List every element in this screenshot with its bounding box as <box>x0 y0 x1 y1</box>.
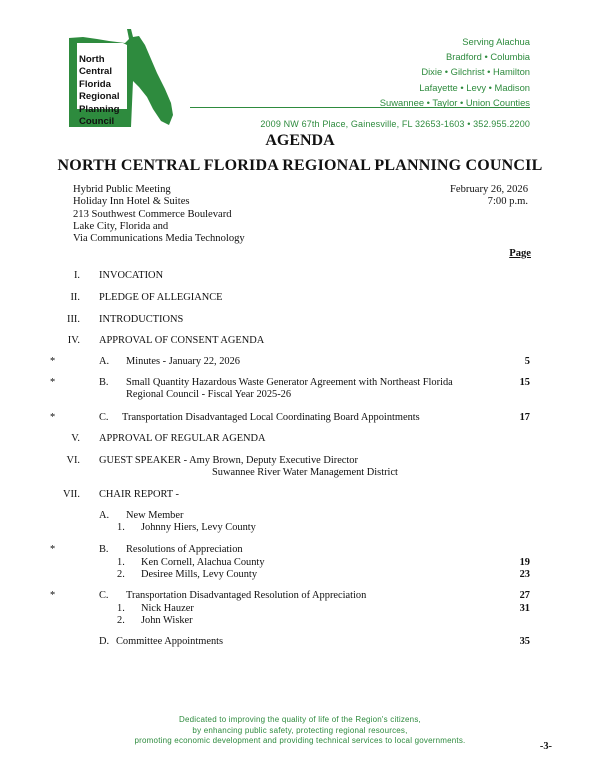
serving-line: Suwannee • Taylor • Union Counties <box>379 96 530 108</box>
item-text: PLEDGE OF ALLEGIANCE <box>99 292 223 303</box>
serving-line: Serving Alachua <box>462 36 530 47</box>
item-number: VI. <box>66 455 80 466</box>
org-name-line: Florida <box>79 78 111 90</box>
item-text: John Wisker <box>141 615 193 626</box>
item-text: APPROVAL OF CONSENT AGENDA <box>99 335 265 346</box>
footer-mission <box>0 715 600 747</box>
meeting-date: February 26, 2026 <box>450 184 528 195</box>
item-text: APPROVAL OF REGULAR AGENDA <box>99 433 266 444</box>
item-text: Ken Cornell, Alachua County <box>141 557 265 568</box>
item-letter: C. <box>99 590 109 601</box>
item-text: New Member <box>126 510 184 521</box>
org-name-line: Council <box>79 116 115 128</box>
page-ref: 19 <box>519 557 530 568</box>
item-letter: D. <box>99 636 110 647</box>
item-letter: A. <box>99 510 110 521</box>
item-number: I. <box>73 270 80 281</box>
serving-line: Lafayette • Levy • Madison <box>419 81 530 93</box>
page-ref: 23 <box>519 569 530 580</box>
action-star: * <box>50 590 56 601</box>
item-text-cont: Regional Council - Fiscal Year 2025-26 <box>126 389 292 400</box>
meeting-line: Via Communications Media Technology <box>73 233 245 245</box>
item-text: Resolutions of Appreciation <box>126 544 243 555</box>
agenda-title: AGENDA <box>265 132 335 149</box>
item-number: VII. <box>62 489 80 500</box>
action-star: * <box>50 412 56 423</box>
action-star: * <box>50 356 56 367</box>
footer-line: Dedicated to improving the quality of life of the Region's citizens, <box>179 715 421 724</box>
meeting-datetime <box>450 184 528 209</box>
action-star: * <box>50 377 56 388</box>
page-ref: 31 <box>519 603 530 614</box>
org-name-line: North <box>79 54 105 65</box>
item-text: Minutes - January 22, 2026 <box>126 356 240 367</box>
letterhead-divider <box>190 107 530 108</box>
meeting-location <box>73 184 245 245</box>
serving-line: Bradford • Columbia <box>445 51 530 63</box>
page-number: -3- <box>539 741 552 752</box>
org-name-line: Central <box>79 66 113 78</box>
item-letter: C. <box>99 412 109 423</box>
item-letter: B. <box>99 377 109 388</box>
meeting-line: 213 Southwest Commerce Boulevard <box>73 208 232 220</box>
page-column-header: Page <box>509 248 531 259</box>
item-index: 1. <box>117 557 125 568</box>
org-name <box>79 54 120 128</box>
item-number: IV. <box>67 335 80 346</box>
page-ref: 5 <box>524 356 530 367</box>
item-text: Nick Hauzer <box>141 603 194 614</box>
serving-line: Dixie • Gilchrist • Hamilton <box>421 66 530 78</box>
item-text: Committee Appointments <box>116 636 224 647</box>
item-text: Transportation Disadvantaged Resolution of Appreciation <box>126 590 367 601</box>
address-line: 2009 NW 67th Place, Gainesville, FL 32653-1603 • 352.955.2200 <box>260 119 530 129</box>
org-name-line: Planning <box>79 103 120 115</box>
item-letter: B. <box>99 544 109 555</box>
page-ref: 15 <box>519 377 530 388</box>
item-index: 1. <box>117 522 125 533</box>
action-star: * <box>50 544 56 555</box>
item-text: GUEST SPEAKER - Amy Brown, Deputy Executive Director <box>99 455 358 466</box>
page-ref: 27 <box>519 590 530 601</box>
item-number: V. <box>71 433 80 444</box>
item-text: Johnny Hiers, Levy County <box>141 522 256 533</box>
serving-counties <box>380 34 530 110</box>
meeting-line: Holiday Inn Hotel & Suites <box>73 196 190 208</box>
footer-line: by enhancing public safety, protecting regional resources, <box>192 725 408 735</box>
item-index: 2. <box>117 569 125 580</box>
item-number: II. <box>70 292 80 303</box>
item-index: 2. <box>117 615 125 626</box>
meeting-line: Lake City, Florida and <box>73 220 169 232</box>
item-text: Transportation Disadvantaged Local Coordinating Board Appointments <box>122 412 420 423</box>
page-ref: 17 <box>519 412 530 423</box>
item-text-cont: Suwannee River Water Management District <box>212 467 398 478</box>
item-text: Desiree Mills, Levy County <box>141 569 258 580</box>
footer-line: promoting economic development and providing technical services to local governments. <box>134 736 466 746</box>
item-number: III. <box>67 314 80 325</box>
item-text: Small Quantity Hazardous Waste Generator Agreement with Northeast Florida <box>126 377 453 388</box>
item-index: 1. <box>117 603 125 614</box>
meeting-time: 7:00 p.m. <box>487 196 528 208</box>
council-name: NORTH CENTRAL FLORIDA REGIONAL PLANNING COUNCIL <box>57 157 543 174</box>
page-ref: 35 <box>519 636 530 647</box>
item-text: INVOCATION <box>99 270 164 281</box>
org-name-line: Regional <box>79 91 120 103</box>
item-text: INTRODUCTIONS <box>99 314 184 325</box>
item-text: CHAIR REPORT - <box>99 489 180 500</box>
item-letter: A. <box>99 356 110 367</box>
meeting-line: Hybrid Public Meeting <box>73 184 171 195</box>
